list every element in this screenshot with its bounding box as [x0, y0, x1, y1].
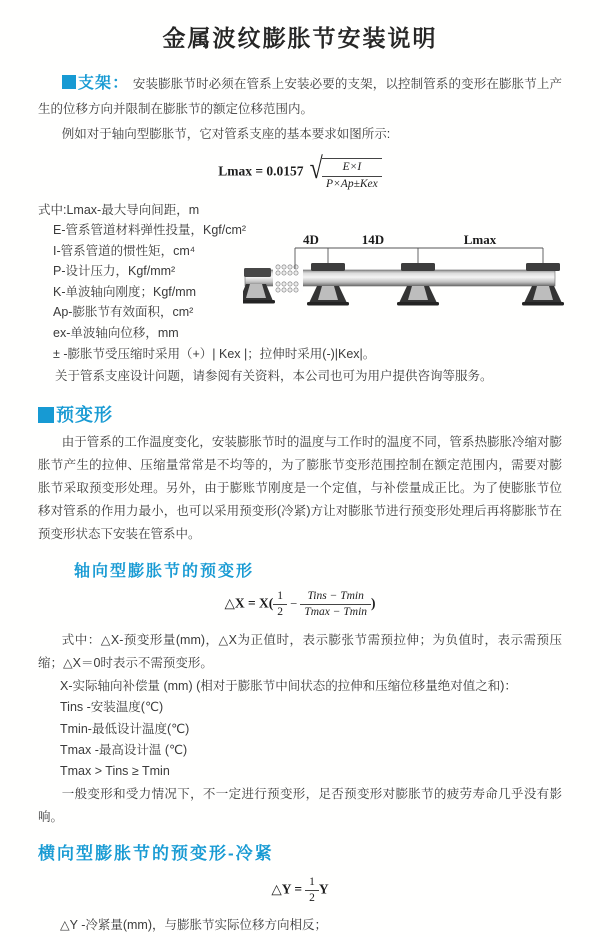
support-intro-paragraph — [38, 69, 562, 121]
definition-item: P-设计压力，Kgf/mm² — [53, 264, 176, 279]
variable-line: Tmax -最高设计温 (℃) — [60, 742, 188, 757]
definition-item: ex-单波轴向位移，mm — [53, 325, 179, 340]
dim-label-14d: 14D — [361, 231, 385, 247]
page-title: 金属波纹膨胀节安装说明 — [162, 25, 438, 51]
lateral-formula-rhs: Y — [318, 881, 329, 897]
support-intro-text: 安装膨胀节时必须在管系上安装必要的支架，以控制管系的变形在膨胀节上产生的位移方向并限制在膨胀节的额定位移范围内。 — [38, 77, 562, 117]
axial-variable-list — [60, 677, 562, 780]
section-square-icon — [38, 407, 54, 423]
plus-minus-note: ± -膨胀节受压缩时采用（+）| Kex |；拉伸时采用(-)|Kex|。 — [53, 347, 376, 362]
dim-label-4d: 4D — [303, 231, 319, 247]
axial-formula — [38, 590, 562, 619]
predeform-heading-text: 预变形 — [56, 404, 113, 425]
support-example-line: 例如对于轴向型膨胀节，它对管系支座的基本要求如图所示: — [61, 127, 391, 142]
half-numerator: 1 — [273, 590, 287, 605]
lmax-formula-lhs: Lmax = 0.0157 — [218, 164, 304, 180]
axial-formula-numerator: Tins − Tmin — [300, 590, 371, 605]
variable-line: X-实际轴向补偿量 (mm) (相对于膨胀节中间状态的拉伸和压缩位移量绝对值之和)： — [60, 679, 517, 694]
axial-formula-lhs: △X = X( — [224, 595, 274, 611]
support-section-heading: 支架： — [77, 75, 130, 92]
lateral-formula-lhs: △Y = — [271, 881, 303, 897]
axial-explain-paragraph: 式中：△X-预变形量(mm)，△X为正值时，表示膨张节需预拉伸；为负值时，表示需预压缩；△X＝0时表示不需预变形。 — [38, 633, 562, 671]
axial-subheading: 轴向型膨胀节的预变形 — [74, 562, 255, 580]
definition-item: E-管系管道材料弹性投量，Kgf/cm² — [53, 223, 247, 238]
lmax-formula-numerator: E×I — [322, 161, 382, 176]
half-denominator: 2 — [277, 606, 284, 619]
axial-formula-denominator: Tmax − Tmin — [304, 606, 368, 619]
minus-sign: − — [290, 596, 298, 611]
predeform-paragraph: 由于管系的工作温度变化，安装膨胀节时的温度与工作时的温度不同，管系热膨胀冷缩对膨胀节产生的拉伸、压缩量常常是不均等的，为了膨胀节变形范围控制在额定范围内，需要对膨胀节采取预变形处理。另外，由于膨账节刚度是一个定值，与补偿量成正比。为了使膨胀节位移对管系的作用力最小，也可以采用预变形(冷紧)方让对膨胀节进行预变形处理后再将膨胀节在预变形状态下安装在管系中。 — [38, 434, 562, 541]
bellows-section — [273, 264, 303, 292]
variable-line: Tmax > Tins ≥ Tmin — [60, 763, 170, 778]
lateral-half-denominator: 2 — [309, 892, 315, 905]
axial-note: 一般变形和受力情况下，不一定进行预变形，足否预变形对膨胀节的疲劳寿命几乎没有影响。 — [38, 786, 562, 824]
where-label: 式中:Lmax-最大导向间距，m — [38, 202, 200, 217]
lateral-subheading: 横向型膨胀节的预变形-冷紧 — [38, 843, 274, 863]
radical — [308, 152, 382, 190]
lmax-formula-denominator: P×Ap±Kex — [326, 177, 378, 190]
lmax-formula — [38, 152, 562, 190]
dim-label-lmax: Lmax — [463, 231, 497, 247]
section-square-icon — [62, 75, 76, 89]
lateral-half-numerator: 1 — [305, 876, 319, 891]
consult-note: 关于管系支座设计问题，请参阅有关资料，本公司也可为用户提供咨询等服务。 — [55, 368, 493, 383]
variable-line: Tins -安装温度(℃) — [60, 700, 164, 715]
lateral-note-line: △Y -冷紧量(mm)，与膨胀节实际位移方向相反； — [60, 918, 328, 933]
variable-line: Tmin-最低设计温度(℃) — [60, 721, 190, 736]
lateral-formula — [38, 876, 562, 905]
definition-item: K-单波轴向刚度；Kgf/mm — [53, 284, 197, 299]
axial-formula-rhs: ) — [371, 595, 376, 611]
definitions-and-diagram — [38, 201, 562, 344]
definition-item: I-管系管道的惯性矩，cm⁴ — [53, 243, 196, 258]
definition-item: Ap-膨胀节有效面积，cm² — [53, 305, 194, 320]
predeform-section-heading — [38, 401, 562, 427]
pipe-support-diagram — [243, 231, 578, 323]
radical-sign: √ — [309, 152, 323, 186]
